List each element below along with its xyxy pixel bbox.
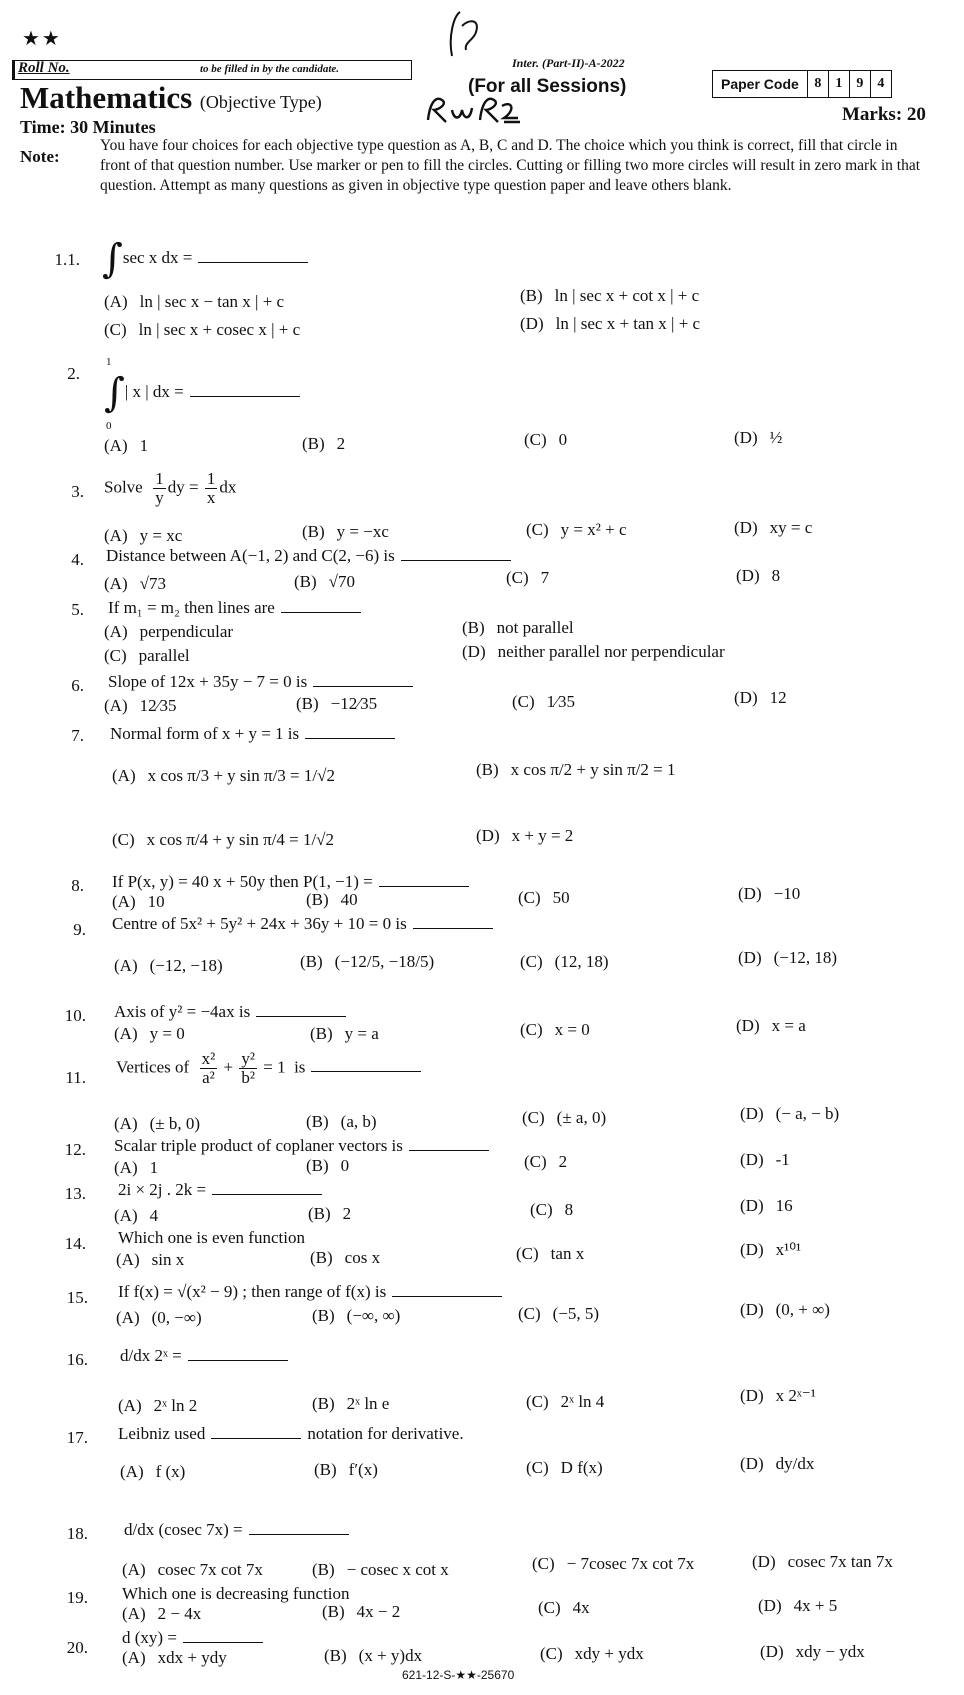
option-c: (C) y = x² + c <box>526 520 627 539</box>
footer-code: 621-12-S-★★-25670 <box>402 1668 515 1682</box>
option-a: (A) y = xc <box>104 526 183 545</box>
answer-blank <box>212 1180 322 1195</box>
option-c: (C) 1⁄35 <box>512 692 576 711</box>
question-stem: Distance between A(−1, 2) and C(2, −6) is <box>106 546 511 566</box>
option-c: (C) 4x <box>538 1598 590 1617</box>
paper-code-digit: 1 <box>829 71 850 97</box>
option-d: (D) (−12, 18) <box>738 948 838 967</box>
question-number: 6. <box>71 676 84 695</box>
question-stem: d/dx (cosec 7x) = <box>124 1520 349 1540</box>
paper-code-box <box>712 70 892 98</box>
paper-code-digit: 4 <box>877 76 885 91</box>
option-b: (B) −12⁄35 <box>296 694 378 713</box>
option-d: (D) (0, + ∞) <box>740 1300 830 1319</box>
option-c: (C) x = 0 <box>520 1020 590 1039</box>
option-b: (B) ln | sec x + cot x | + c <box>520 286 700 305</box>
answer-blank <box>413 914 493 929</box>
option-c: (C) 0 <box>524 430 568 449</box>
option-b: (B) y = −xc <box>302 522 389 541</box>
question-number: 14. <box>64 1234 86 1253</box>
question-number: 2. <box>67 364 80 383</box>
answer-blank <box>311 1057 421 1072</box>
question-number: 16. <box>66 1350 88 1369</box>
question-stem: Centre of 5x² + 5y² + 24x + 36y + 10 = 0 is <box>112 914 493 934</box>
option-c: (C) ln | sec x + cosec x | + c <box>104 320 301 339</box>
option-c: (C) 7 <box>506 568 550 587</box>
option-d: (D) cosec 7x tan 7x <box>752 1552 893 1571</box>
paper-code-digit: 8 <box>808 71 829 97</box>
answer-blank <box>183 1628 263 1643</box>
question-number: 4. <box>71 550 84 569</box>
answer-blank <box>409 1136 489 1151</box>
answer-blank <box>305 724 395 739</box>
answer-blank <box>249 1520 349 1535</box>
option-a: (A) 10 <box>112 892 165 911</box>
signature-mark <box>440 6 490 61</box>
option-a: (A) 12⁄35 <box>104 696 177 715</box>
question-stem: Scalar triple product of coplaner vectors is <box>114 1136 489 1156</box>
question-stem: Which one is decreasing function <box>122 1584 350 1603</box>
question-stem: If f(x) = √(x² − 9) ; then range of f(x) is <box>118 1282 502 1302</box>
option-c: (C) 50 <box>518 888 570 907</box>
option-a: (A) (± b, 0) <box>114 1114 201 1133</box>
option-d: (D) neither parallel nor perpendicular <box>462 642 725 661</box>
answer-blank <box>313 672 413 687</box>
option-a: (A) f (x) <box>120 1462 186 1481</box>
option-d: (D) 4x + 5 <box>758 1596 838 1615</box>
integral-upper-limit: 1 <box>106 356 112 368</box>
option-a: (A) cosec 7x cot 7x <box>122 1560 263 1579</box>
session-code: Inter. (Part-II)-A-2022 <box>512 56 625 70</box>
option-b: (B) 2ˣ ln e <box>312 1394 390 1413</box>
answer-blank <box>190 382 300 397</box>
option-d: (D) x = a <box>736 1016 806 1035</box>
option-d: (D) ½ <box>734 428 783 447</box>
question-stem: d/dx 2ˣ = <box>120 1346 288 1366</box>
option-a: (A) sin x <box>116 1250 185 1269</box>
option-a: (A) perpendicular <box>104 622 234 641</box>
sessions-label: (For all Sessions) <box>468 76 627 97</box>
question-number: 11. <box>65 1068 86 1087</box>
option-d: (D) 16 <box>740 1196 793 1215</box>
option-d: (D) x¹⁰¹ <box>740 1240 802 1259</box>
option-a: (A) ln | sec x − tan x | + c <box>104 292 285 311</box>
option-d: (D) -1 <box>740 1150 790 1169</box>
option-c: (C) (± a, 0) <box>522 1108 607 1127</box>
option-d: (D) xy = c <box>734 518 813 537</box>
option-a: (A) 2 − 4x <box>122 1604 202 1623</box>
option-b: (B) (−∞, ∞) <box>312 1306 401 1325</box>
question-number: 1.1. <box>54 250 80 269</box>
question-stem: Slope of 12x + 35y − 7 = 0 is <box>108 672 413 692</box>
option-b: (B) y = a <box>310 1024 379 1043</box>
answer-blank <box>281 598 361 613</box>
option-b: (B) 4x − 2 <box>322 1602 401 1621</box>
paper-code-label: Paper Code <box>713 71 808 97</box>
option-d: (D) 12 <box>734 688 787 707</box>
option-b: (B) 2 <box>302 434 346 453</box>
option-c: (C) tan x <box>516 1244 585 1263</box>
handwritten-mark <box>424 92 524 126</box>
option-b: (B) f′(x) <box>314 1460 378 1479</box>
option-b: (B) (−12/5, −18/5) <box>300 952 435 971</box>
question-number: 20. <box>66 1638 88 1657</box>
integral-sign-icon: ∫ <box>102 236 123 282</box>
option-d: (D) dy/dx <box>740 1454 815 1473</box>
option-a: (A) xdx + ydy <box>122 1648 227 1667</box>
question-number: 9. <box>73 920 86 939</box>
option-b: (B) not parallel <box>462 618 574 637</box>
option-d: (D) ln | sec x + tan x | + c <box>520 314 701 333</box>
question-stem: Solve $\frac{1}{y}$ dy = $\frac{1}{x}$ dx <box>104 469 237 507</box>
option-a: (A) 4 <box>114 1206 159 1225</box>
question-stem: If P(x, y) = 40 x + 50y then P(1, −1) = <box>112 872 469 892</box>
question-number: 8. <box>71 876 84 895</box>
option-b: (B) 2 <box>308 1204 352 1223</box>
option-b: (B) 40 <box>306 890 358 909</box>
option-c: (C) parallel <box>104 646 190 665</box>
subject-type: (Objective Type) <box>199 92 322 112</box>
option-b: (B) (x + y)dx <box>324 1646 423 1665</box>
option-d: (D) x + y = 2 <box>476 826 574 845</box>
option-c: (C) x cos π/4 + y sin π/4 = 1/√2 <box>112 830 335 849</box>
option-d: (D) x 2ˣ⁻¹ <box>740 1386 816 1405</box>
integral-lower-limit: 0 <box>106 420 112 432</box>
question-stem: ∫sec x dx = <box>102 236 308 282</box>
question-number: 13. <box>64 1184 86 1203</box>
question-stem: d (xy) = <box>122 1628 263 1648</box>
subject-name: Mathematics <box>20 80 193 115</box>
question-number: 7. <box>71 726 84 745</box>
option-b: (B) x cos π/2 + y sin π/2 = 1 <box>476 760 676 779</box>
option-b: (B) cos x <box>310 1248 381 1267</box>
subject-title <box>20 80 322 116</box>
option-a: (A) (−12, −18) <box>114 956 223 975</box>
option-c: (C) xdy + ydx <box>540 1644 644 1663</box>
option-a: (A) 1 <box>114 1158 159 1177</box>
question-stem: Leibniz used notation for derivative. <box>118 1424 464 1443</box>
total-marks: Marks: 20 <box>842 104 926 125</box>
answer-blank <box>188 1346 288 1361</box>
option-b: (B) 0 <box>306 1156 350 1175</box>
question-stem: ∫| x | dx = <box>104 370 300 416</box>
question-stem: 2i × 2j . 2k = <box>118 1180 322 1200</box>
question-stem: Vertices of $\frac{\text{x²}}{\text{a²}}$ + $\frac{\text{y²}}{\text{b²}}$ = 1 is <box>116 1050 421 1087</box>
option-a: (A) 2ˣ ln 2 <box>118 1396 198 1415</box>
question-number: 10. <box>64 1006 86 1025</box>
question-number: 15. <box>66 1288 88 1307</box>
integral-sign-icon: ∫ <box>104 370 125 416</box>
answer-blank <box>401 546 511 561</box>
question-number: 18. <box>66 1524 88 1543</box>
question-stem: Normal form of x + y = 1 is <box>110 724 395 744</box>
question-number: 19. <box>66 1588 88 1607</box>
option-c: (C) D f(x) <box>526 1458 603 1477</box>
option-a: (A) y = 0 <box>114 1024 185 1043</box>
roll-number-hint: to be filled in by the candidate. <box>200 63 340 75</box>
answer-blank <box>392 1282 502 1297</box>
paper-code-digit: 9 <box>850 71 871 97</box>
option-c: (C) − 7cosec 7x cot 7x <box>532 1554 695 1573</box>
question-number: 5. <box>71 600 84 619</box>
answer-blank <box>379 872 469 887</box>
question-stem: Which one is even function <box>118 1228 305 1247</box>
answer-blank <box>198 248 308 263</box>
option-d: (D) (− a, − b) <box>740 1104 840 1123</box>
option-b: (B) √70 <box>294 572 356 591</box>
option-c: (C) (12, 18) <box>520 952 609 971</box>
roll-number-label: Roll No. <box>18 60 70 76</box>
question-stem: If m₁ = m₂ then lines are <box>108 598 361 618</box>
option-d: (D) 8 <box>736 566 781 585</box>
question-stem: Axis of y² = −4ax is <box>114 1002 346 1022</box>
answer-blank <box>256 1002 346 1017</box>
option-a: (A) 1 <box>104 436 149 455</box>
option-c: (C) 8 <box>530 1200 574 1219</box>
answer-blank <box>211 1424 301 1439</box>
time-allowed: Time: 30 Minutes <box>20 117 156 137</box>
option-b: (B) − cosec x cot x <box>312 1560 449 1579</box>
note-text: You have four choices for each objective type question as A, B, C and D. The choice which you think is correct, fill that circle in front of that question number. Use marker or pen to fill the circles. Cutting or filling two more circles will result in zero mark in that question. Attempt as many questions as given in objective type question paper and leave others blank. <box>100 137 921 194</box>
option-a: (A) √73 <box>104 574 166 593</box>
question-number: 3. <box>71 482 84 501</box>
note-label: Note: <box>20 147 60 166</box>
option-c: (C) 2ˣ ln 4 <box>526 1392 605 1411</box>
option-a: (A) x cos π/3 + y sin π/3 = 1/√2 <box>112 766 335 785</box>
option-c: (C) 2 <box>524 1152 568 1171</box>
question-number: 17. <box>66 1428 88 1447</box>
stars-mark: ★★ <box>22 26 62 50</box>
option-d: (D) xdy − ydx <box>760 1642 865 1661</box>
option-a: (A) (0, −∞) <box>116 1308 202 1327</box>
option-b: (B) (a, b) <box>306 1112 377 1131</box>
question-number: 12. <box>64 1140 86 1159</box>
option-d: (D) −10 <box>738 884 801 903</box>
option-c: (C) (−5, 5) <box>518 1304 600 1323</box>
